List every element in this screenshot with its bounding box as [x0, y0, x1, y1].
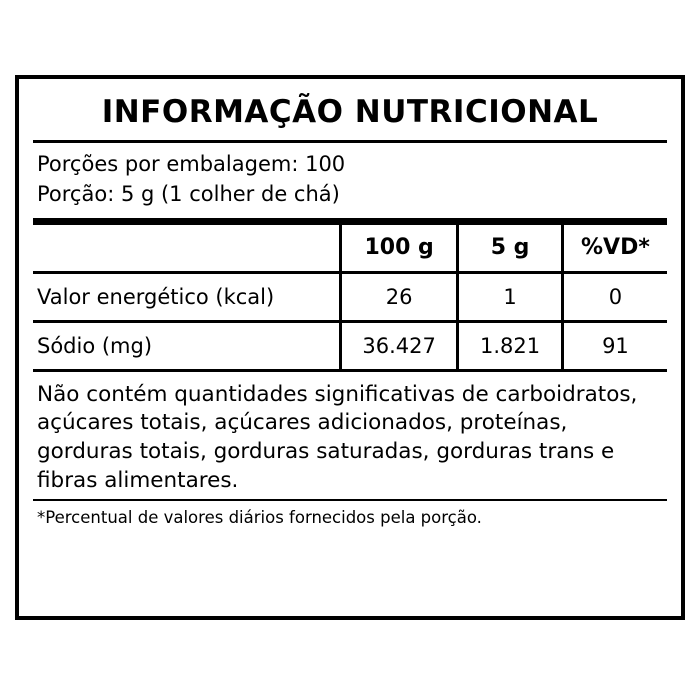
daily-value-footnote: *Percentual de valores diários fornecidos pela porção. [37, 508, 482, 528]
serving-size: Porção: 5 g (1 colher de chá) [37, 181, 340, 206]
no-significant-amounts-statement: Não contém quantidades significativas de carboidratos, açúcares totais, açúcares adicionados, proteínas, gorduras totais, gorduras saturadas, gorduras trans e fibras alimentares. [37, 381, 638, 493]
sodium-per-100g: 36.427 [340, 321, 457, 369]
nutrition-table-body [33, 274, 667, 369]
column-header-nutrient [33, 225, 340, 271]
divider-above-table [33, 218, 667, 225]
sodium-per-serving: 1.821 [458, 321, 563, 369]
table-row [33, 321, 667, 369]
energy-per-100g: 26 [340, 274, 457, 322]
column-header-100g: 100 g [340, 225, 457, 271]
column-header-vd: %VD* [562, 225, 667, 271]
page-title: INFORMAÇÃO NUTRICIONAL [101, 94, 599, 130]
column-header-serving: 5 g [458, 225, 563, 271]
row-label-sodium: Sódio (mg) [33, 321, 340, 369]
table-row [33, 274, 667, 322]
row-label-energy: Valor energético (kcal) [37, 284, 275, 309]
servings-per-package: Porções por embalagem: 100 [37, 152, 346, 177]
nutrition-table-header [33, 225, 667, 271]
energy-per-serving: 1 [458, 274, 563, 322]
sodium-vd: 91 [562, 321, 667, 369]
table-header-row [33, 225, 667, 271]
portions-section [33, 143, 667, 218]
nutrition-facts-box [15, 75, 685, 620]
nutrition-table [33, 225, 667, 271]
energy-vd: 0 [562, 274, 667, 322]
